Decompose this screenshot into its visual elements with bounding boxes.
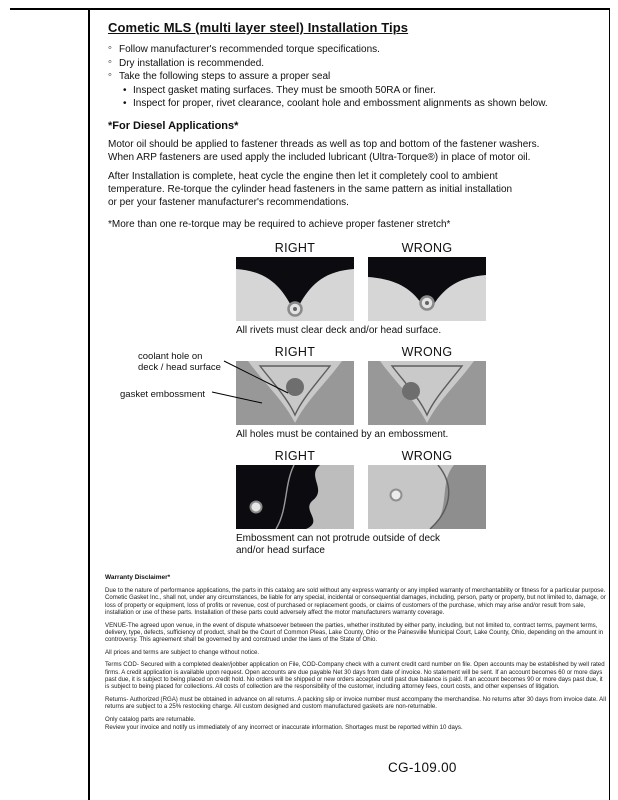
right-label: RIGHT	[274, 241, 316, 255]
page-top-rule	[10, 8, 610, 10]
warranty-paragraph: Returns- Authorized (RGA) must be obtained in advance on all returns. A packing slip or invoice number must accompany the merchandise. No returns after 30 days from invoice date. All returns are subject to a 25% restocking charge. All custom designed and custom manufactured gaskets are non-returnable.	[105, 695, 606, 711]
bullet-item: ◦ Take the following steps to assure a proper seal	[108, 71, 608, 82]
diagram-row-holes	[108, 345, 608, 441]
coolant-hole-label	[138, 351, 230, 373]
gasket-embossment-label: gasket embossment	[120, 389, 206, 400]
diagram-wrong-column	[368, 449, 486, 529]
tips-bullet-list	[108, 44, 608, 82]
embossment-wrong-diagram	[368, 465, 486, 529]
embossment-caption-line: and/or head surface	[236, 545, 325, 556]
page-content	[108, 20, 608, 565]
wrong-label: WRONG	[401, 345, 453, 359]
paragraph-line: After Installation is complete, heat cycle the engine then let it completely cool to ambient	[108, 171, 498, 182]
warranty-paragraph: VENUE-The agreed upon venue, in the event of dispute whatsoever between the parties, whether instituted by either party, including, but not limited to, contract terms, payment terms, delivery, type, defects, sufficiency of product, shall be the Court of Common Pleas, Lake County, Ohio or the Painesville Municipal Court, Lake County, Ohio, depending on the amount in controversy. This agreement shall be governed by and construed under the laws of the State of Ohio.	[105, 621, 604, 644]
warranty-paragraph: Only catalog parts are returnable.	[105, 715, 196, 723]
tips-sub-bullet-list	[122, 85, 608, 110]
paragraph-line: When ARP fasteners are used apply the included lubricant (Ultra-Torque®) in place of motor oil.	[108, 152, 531, 163]
warranty-paragraph: Due to the nature of performance applications, the parts in this catalog are sold without any express warranty or any implied warranty of merchantability or fitness for a particular purpose. Cometic Gasket Inc., shall not, under any circumstances, be liable for any special, incidental or consequential damages, including, person, party or property, but not limited to, damage, or loss of property or equipment, loss of profits or revenue, cost of purchased or replacement goods, or claims of customers of the purchase, which may arise and/or result from sale, installation or use of these parts. Installation of these parts could adversely affect the motor manufacturers warranty coverage.	[105, 587, 606, 617]
paragraph-line: temperature. Re-torque the cylinder head fasteners in the same pattern as initial installation	[108, 184, 513, 195]
warranty-heading: Warranty Disclaimer*	[105, 574, 171, 581]
diagram-pair	[236, 241, 608, 321]
diagram-wrong-column	[368, 345, 486, 425]
rivet-right-diagram	[236, 257, 354, 321]
rivet-caption: All rivets must clear deck and/or head surface.	[236, 325, 442, 336]
diagram-right-column	[236, 241, 354, 321]
retorque-note: *More than one re-torque may be required to achieve proper fastener stretch*	[108, 219, 451, 230]
page-right-rule	[609, 8, 610, 800]
diesel-applications-heading: *For Diesel Applications*	[108, 120, 239, 132]
diagram-pair	[236, 345, 608, 425]
holes-caption: All holes must be contained by an embossment.	[236, 429, 449, 440]
wrong-label: WRONG	[401, 241, 453, 255]
page-left-rule	[88, 8, 90, 800]
coolant-hole-label-line: deck / head surface	[138, 362, 221, 373]
diagram-right-column	[236, 449, 354, 529]
bullet-item: ◦ Follow manufacturer's recommended torque specifications.	[108, 44, 608, 55]
hole-wrong-diagram	[368, 361, 486, 425]
diesel-paragraph-2	[108, 170, 608, 209]
page-title: Cometic MLS (multi layer steel) Installation Tips	[108, 20, 409, 35]
diagram-pair	[236, 449, 608, 529]
embossment-caption	[236, 533, 608, 557]
warranty-paragraph: Review your invoice and notify us immediately of any incorrect or inaccurate information. Shortages must be reported within 10 days.	[105, 724, 463, 732]
right-label: RIGHT	[274, 449, 316, 463]
diagram-wrong-column	[368, 241, 486, 321]
diagram-section	[108, 241, 608, 557]
diagram-right-column	[236, 345, 354, 425]
diesel-paragraph-1	[108, 138, 608, 164]
rivet-wrong-diagram	[368, 257, 486, 321]
warranty-paragraph: All prices and terms are subject to change without notice.	[105, 648, 260, 656]
paragraph-line: or per your fastener manufacturer's recommendations.	[108, 197, 349, 208]
wrong-label: WRONG	[401, 449, 453, 463]
embossment-caption-line: Embossment can not protrude outside of deck	[236, 533, 441, 544]
right-label: RIGHT	[274, 345, 316, 359]
sub-bullet-item: • Inspect for proper, rivet clearance, coolant hole and embossment alignments as shown below.	[122, 98, 608, 109]
paragraph-line: Motor oil should be applied to fastener threads as well as top and bottom of the fastener washers.	[108, 139, 540, 150]
sub-bullet-item: • Inspect gasket mating surfaces. They must be smooth 50RA or finer.	[122, 85, 608, 96]
embossment-right-diagram	[236, 465, 354, 529]
coolant-hole-label-line: coolant hole on	[138, 351, 203, 362]
page-code: CG-109.00	[388, 760, 457, 775]
diagram-row-embossment	[108, 449, 608, 557]
hole-right-diagram	[236, 361, 354, 425]
warranty-disclaimer-section	[105, 574, 608, 737]
diagram-row-rivets	[108, 241, 608, 337]
warranty-paragraph: Terms COD- Secured with a completed dealer/jobber application on File, COD-Company check with a current credit card number on file. Open accounts may be established by well rated firms. A credit application is available upon request. Open accounts are due payable Net 30 days from date of invoice. No statement will be sent. If an account becomes 60 or more days past due, it is subject to being placed on credit hold. No orders will be shipped or new orders accepted until past due balance is paid. If an account becomes 90 or more days past due, it is subject to being placed for collections. All costs of collection are the responsibility of the customer, including attorney fees, court costs, and other expenses of litigation.	[105, 661, 605, 691]
bullet-item: ◦ Dry installation is recommended.	[108, 58, 608, 69]
